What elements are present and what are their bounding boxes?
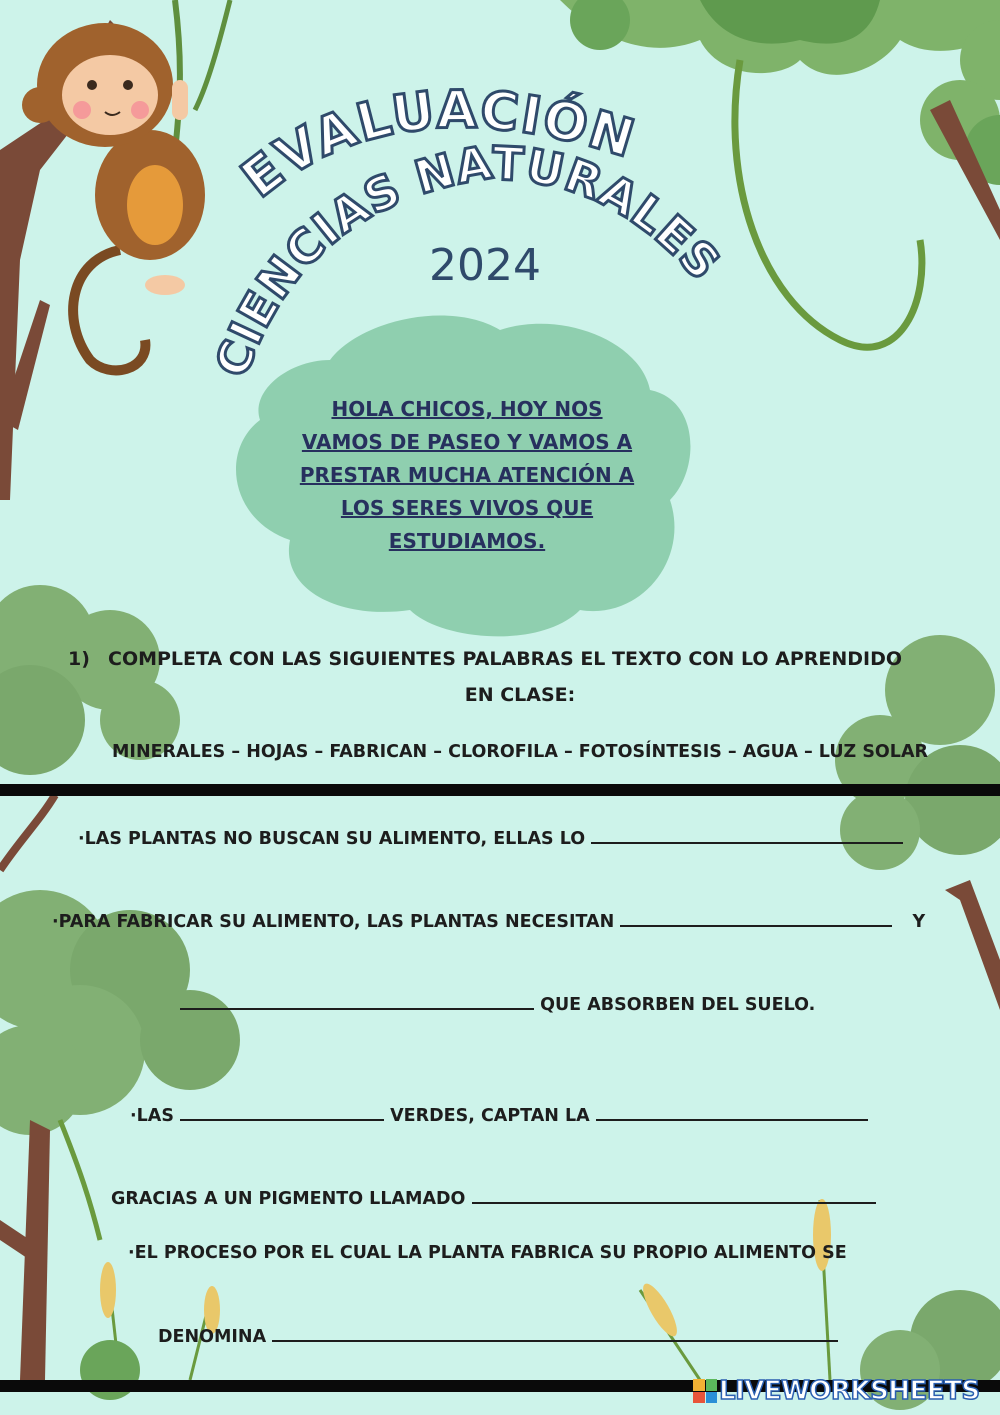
- blank-5[interactable]: [596, 1105, 868, 1121]
- blank-1[interactable]: [591, 828, 903, 844]
- sentence-2-text: ·PARA FABRICAR SU ALIMENTO, LAS PLANTAS NECESITAN: [52, 912, 615, 932]
- sentence-6: [128, 1243, 847, 1263]
- liveworksheets-logo-icon: [693, 1379, 717, 1403]
- word-bank: MINERALES – HOJAS – FABRICAN – CLOROFILA – FOTOSÍNTESIS – AGUA – LUZ SOLAR: [112, 742, 928, 762]
- question-number: 1): [68, 648, 90, 670]
- blank-7[interactable]: [272, 1326, 838, 1342]
- sentence-4: [130, 1105, 868, 1126]
- sentence-2-end: Y: [912, 912, 926, 932]
- sentence-5: [111, 1188, 876, 1209]
- question-text-line1: COMPLETA CON LAS SIGUIENTES PALABRAS EL TEXTO CON LO APRENDIDO: [108, 648, 903, 670]
- sentence-6-text: ·EL PROCESO POR EL CUAL LA PLANTA FABRICA SU PROPIO ALIMENTO SE: [128, 1243, 847, 1263]
- liveworksheets-watermark: [693, 1376, 980, 1406]
- sentence-1: [78, 828, 903, 849]
- sentence-2: [52, 911, 925, 932]
- sentence-3-text: QUE ABSORBEN DEL SUELO.: [540, 995, 816, 1015]
- blank-4[interactable]: [180, 1105, 384, 1121]
- divider-rule: [0, 784, 1000, 796]
- sentence-5-text: GRACIAS A UN PIGMENTO LLAMADO: [111, 1189, 466, 1209]
- sentence-4-text-a: ·LAS: [130, 1106, 174, 1126]
- sentence-3: [180, 994, 815, 1015]
- title-line2: CIENCIAS NATURALES: [204, 135, 732, 384]
- sentence-7-text: DENOMINA: [158, 1327, 267, 1347]
- intro-text: HOLA CHICOS, HOY NOS VAMOS DE PASEO Y VAMOS A PRESTAR MUCHA ATENCIÓN A LOS SERES VIVOS QUE ESTUDIAMOS.: [299, 397, 635, 553]
- title-line1: EVALUACIÓN: [230, 80, 643, 210]
- sentence-7: [158, 1326, 838, 1347]
- title-year: 2024: [429, 240, 541, 291]
- blank-3[interactable]: [180, 994, 534, 1010]
- blank-6[interactable]: [472, 1188, 876, 1204]
- title-arc: [0, 0, 1000, 420]
- sentence-1-text: ·LAS PLANTAS NO BUSCAN SU ALIMENTO, ELLAS LO: [78, 829, 586, 849]
- question-text-line2: EN CLASE:: [464, 684, 576, 706]
- sentence-4-text-b: VERDES, CAPTAN LA: [390, 1106, 590, 1126]
- blank-2[interactable]: [620, 911, 892, 927]
- watermark-text: LIVEWORKSHEETS: [719, 1376, 980, 1406]
